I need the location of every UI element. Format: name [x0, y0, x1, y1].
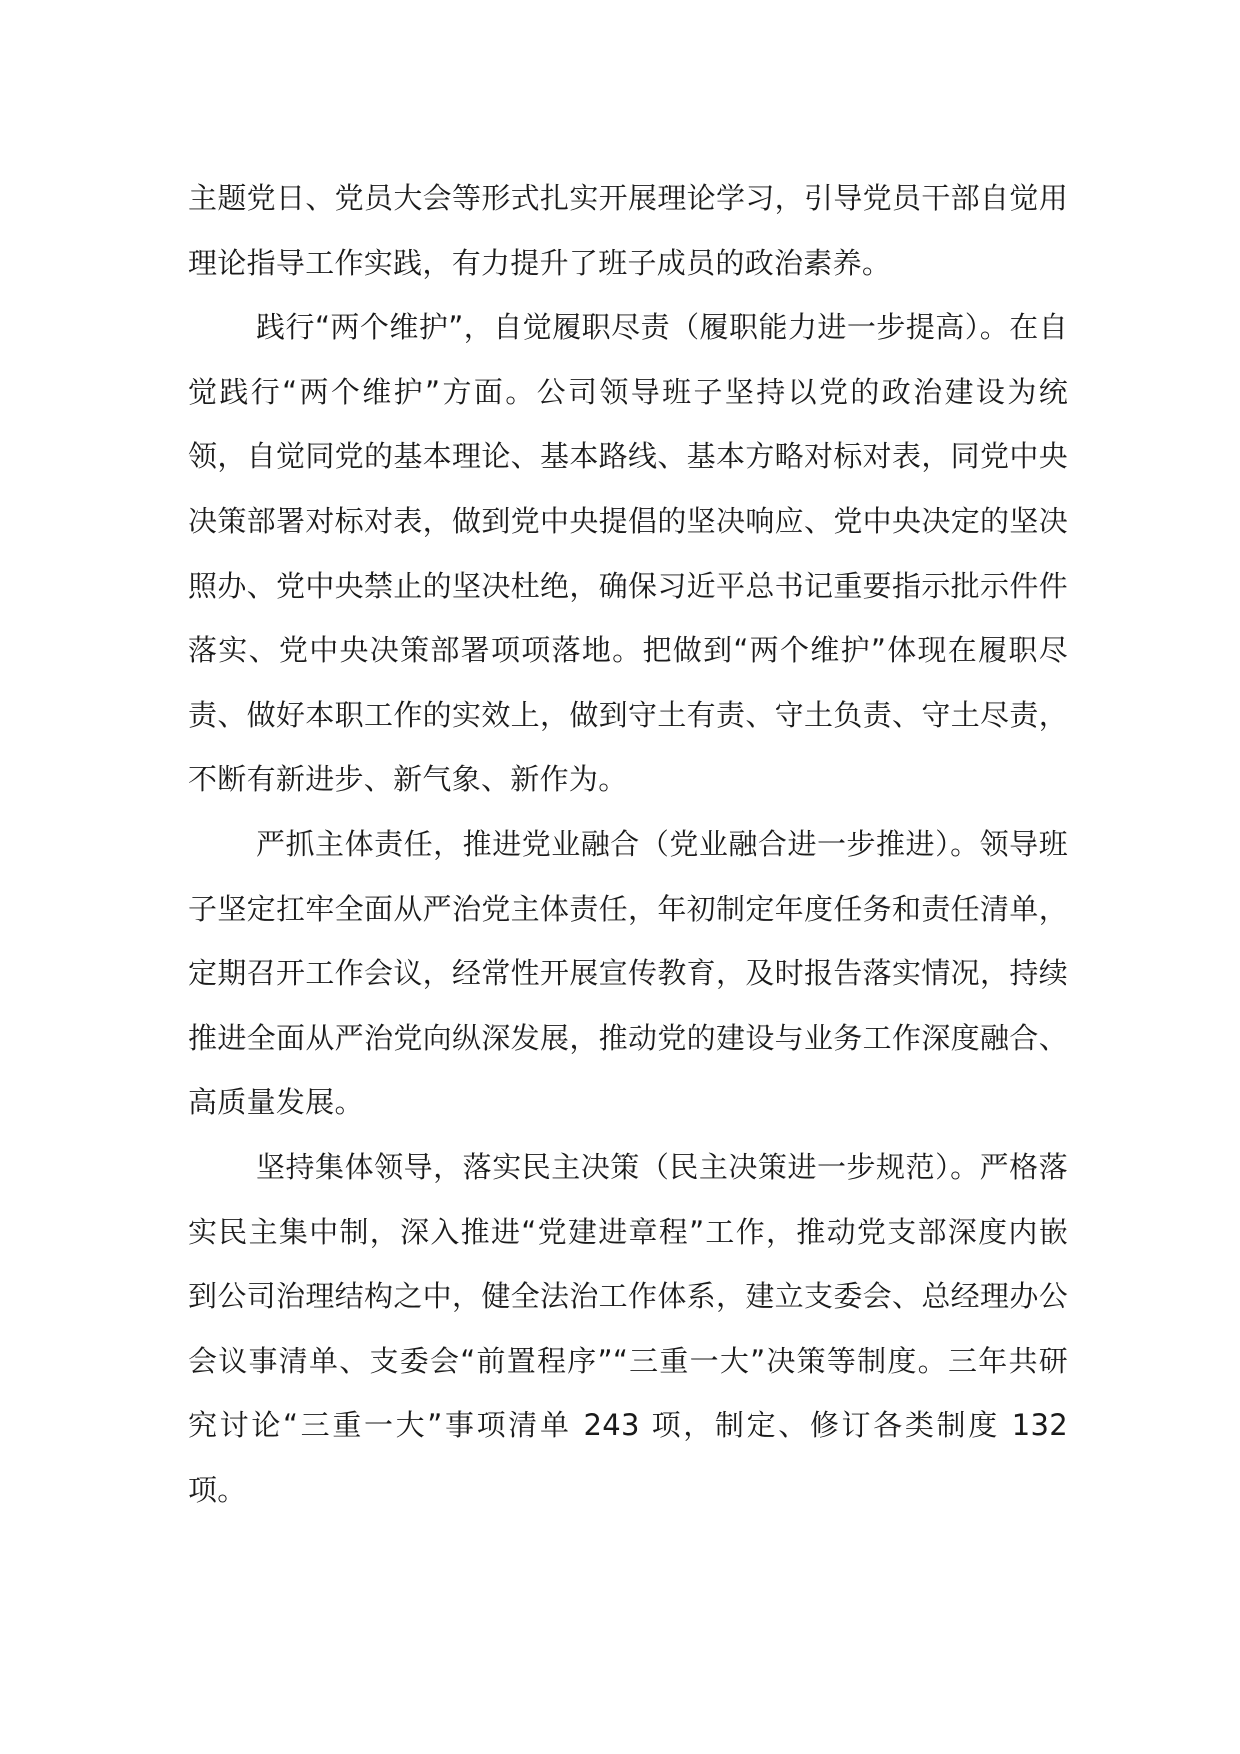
body-text	[188, 166, 1068, 1522]
text-line: 单，定期召开工作会议，经常性开展宣传教育，及时报告落实情况，	[188, 891, 1068, 991]
text-line: 落实民主集中制，深入推进“党建进章程”工作，推动党支部深度	[188, 1149, 1068, 1249]
text-line: 定的坚决照办、党中央禁止的坚决杜绝，确保习近平总书记重要指	[188, 503, 1068, 603]
text-line: 度 132 项。	[188, 1408, 1068, 1507]
text-line: 坚持集体领导，落实民主决策（民主决策进一步规范）。严格	[256, 1149, 1039, 1184]
text-line: 融合、高质量发展。	[188, 1020, 1068, 1120]
text-line: 体现在履职尽责、做好本职工作的实效上，做到守土有责、守土负	[188, 633, 1068, 732]
text-line: 持续推进全面从严治党向纵深发展，推动党的建设与业务工作深度	[188, 956, 1068, 1055]
paragraph-main-responsibility	[188, 812, 1068, 1135]
text-line: 在自觉践行“两个维护”方面。公司领导班子坚持以党的政治建设	[188, 310, 1068, 409]
text-line: 为统领，自觉同党的基本理论、基本路线、基本方略对标对表，同	[188, 374, 1068, 474]
text-line: 责、守土尽责，不断有新进步、新气象、新作为。	[188, 697, 1068, 797]
text-line: 严抓主体责任，推进党业融合（党业融合进一步推进）。领导	[256, 826, 1039, 861]
paragraph-two-safeguards	[188, 295, 1068, 812]
text-line: 用理论指导工作实践，有力提升了班子成员的政治素养。	[188, 181, 1068, 280]
text-line: 践行“两个维护”，自觉履职尽责（履职能力进一步提高）。	[256, 310, 1010, 345]
text-line: 理办公会议事清单、支委会“前置程序”“三重一大”决策等制度。	[188, 1279, 1068, 1378]
text-line: 党中央决策部署对标对表，做到党中央提倡的坚决响应、党中央决	[188, 439, 1068, 538]
text-line: 主题党日、党员大会等形式扎实开展理论学习，引导党员干部自觉	[188, 181, 1039, 215]
text-line: 内嵌到公司治理结构之中，健全法治工作体系，建立支委会、总经	[188, 1214, 1068, 1314]
text-line: 班子坚定扛牢全面从严治党主体责任，年初制定年度任务和责任清	[188, 826, 1068, 926]
paragraph-collective-leadership	[188, 1135, 1068, 1523]
text-line: 示批示件件落实、党中央决策部署项项落地。把做到“两个维护”	[188, 568, 1068, 668]
paragraph-continuation	[188, 166, 1068, 295]
text-line: 三年共研究讨论“三重一大”事项清单 243 项，制定、修订各类制	[188, 1343, 1068, 1443]
